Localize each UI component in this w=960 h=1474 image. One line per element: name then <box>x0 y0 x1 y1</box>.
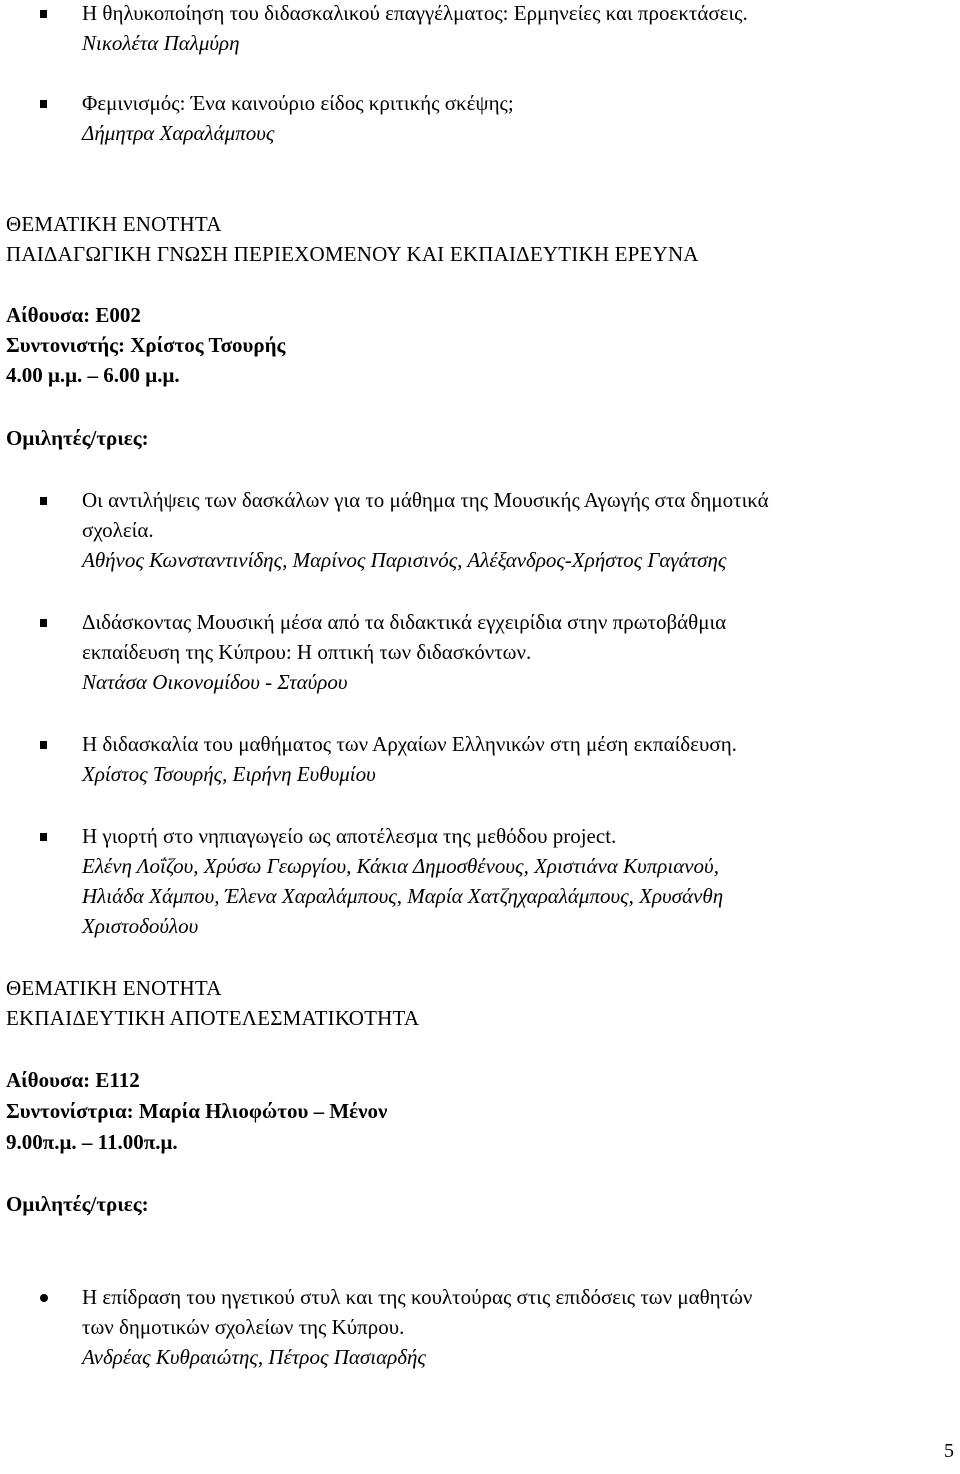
page-number: 5 <box>944 1440 954 1462</box>
room-label: Αίθουσα: Ε112 <box>6 1068 140 1092</box>
item-authors: Δήμητρα Χαραλάμπους <box>82 121 275 145</box>
item-authors: Ανδρέας Κυθραιώτης, Πέτρος Πασιαρδής <box>82 1345 426 1369</box>
item-authors: Αθήνος Κωνσταντινίδης, Μαρίνος Παρισινός, Αλέξανδρος-Χρήστος Γαγάτσης <box>82 548 727 572</box>
item-title: Η επίδραση του ηγετικού στυλ και της κουλτούρας στις επιδόσεις των μαθητών <box>82 1285 753 1309</box>
room-label: Αίθουσα: Ε002 <box>6 303 141 327</box>
bullet-dot-icon <box>40 1294 48 1302</box>
coordinator-label: Συντονίστρια: Μαρία Ηλιοφώτου – Μένον <box>6 1099 388 1123</box>
bullet-square-icon <box>40 497 47 505</box>
bullet-square-icon <box>40 100 47 108</box>
speakers-label: Ομιλητές/τριες: <box>6 1192 149 1216</box>
item-authors-cont: Χριστοδούλου <box>82 914 199 938</box>
section-heading: ΘΕΜΑΤΙΚΗ ΕΝΟΤΗΤΑ <box>6 212 222 236</box>
item-authors: Νατάσα Οικονομίδου - Σταύρου <box>82 670 348 694</box>
item-title: Φεμινισμός: Ένα καινούριο είδος κριτικής σκέψης; <box>82 91 514 115</box>
section-heading: ΘΕΜΑΤΙΚΗ ΕΝΟΤΗΤΑ <box>6 976 222 1000</box>
item-authors: Ελένη Λοΐζου, Χρύσω Γεωργίου, Κάκια Δημοσθένους, Χριστιάνα Κυπριανού, <box>82 854 719 878</box>
speakers-label: Ομιλητές/τριες: <box>6 426 149 450</box>
item-authors: Νικολέτα Παλμύρη <box>82 31 240 55</box>
item-title: Οι αντιλήψεις των δασκάλων για το μάθημα της Μουσικής Αγωγής στα δημοτικά <box>82 488 769 512</box>
item-title-cont: εκπαίδευση της Κύπρου: Η οπτική των διδασκόντων. <box>82 640 532 664</box>
item-title: Η θηλυκοποίηση του διδασκαλικού επαγγέλματος: Ερμηνείες και προεκτάσεις. <box>82 1 748 25</box>
item-title: Διδάσκοντας Μουσική μέσα από τα διδακτικά εγχειρίδια στην πρωτοβάθμια <box>82 610 727 634</box>
bullet-square-icon <box>40 833 47 841</box>
item-title-cont: σχολεία. <box>82 518 154 542</box>
coordinator-label: Συντονιστής: Χρίστος Τσουρής <box>6 333 286 357</box>
item-authors-cont: Ηλιάδα Χάμπου, Έλενα Χαραλάμπους, Μαρία Χατζηχαραλάμπους, Χρυσάνθη <box>82 884 724 908</box>
bullet-square-icon <box>40 10 47 18</box>
section-title: ΠΑΙΔΑΓΩΓΙΚΗ ΓΝΩΣΗ ΠΕΡΙΕΧΟΜΕΝΟΥ ΚΑΙ ΕΚΠΑΙΔΕΥΤΙΚΗ ΕΡΕΥΝΑ <box>6 242 699 266</box>
bullet-square-icon <box>40 619 47 627</box>
section-title: ΕΚΠΑΙΔΕΥΤΙΚΗ ΑΠΟΤΕΛΕΣΜΑΤΙΚΟΤΗΤΑ <box>6 1006 420 1030</box>
item-title: Η γιορτή στο νηπιαγωγείο ως αποτέλεσμα της μεθόδου project. <box>82 824 617 848</box>
item-authors: Χρίστος Τσουρής, Ειρήνη Ευθυμίου <box>82 762 376 786</box>
item-title-cont: των δημοτικών σχολείων της Κύπρου. <box>82 1315 405 1339</box>
bullet-square-icon <box>40 741 47 749</box>
session-time: 4.00 μ.μ. – 6.00 μ.μ. <box>6 363 180 387</box>
item-title: Η διδασκαλία του μαθήματος των Αρχαίων Ελληνικών στη μέση εκπαίδευση. <box>82 732 737 756</box>
session-time: 9.00π.μ. – 11.00π.μ. <box>6 1130 178 1154</box>
